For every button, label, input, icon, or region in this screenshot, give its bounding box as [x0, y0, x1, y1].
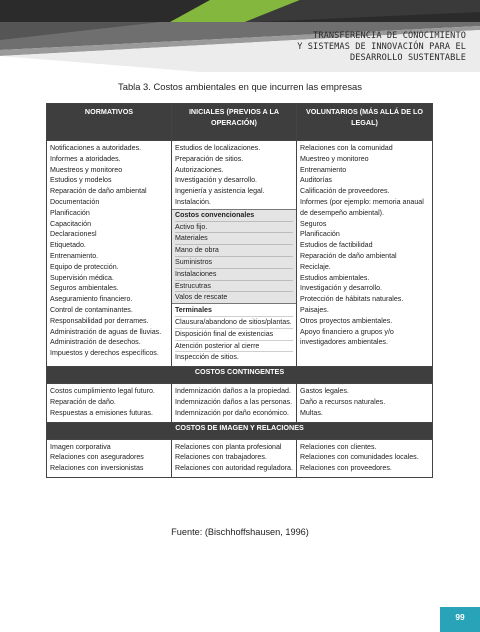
page-number: 99	[455, 612, 465, 622]
list-item: Capacitación	[50, 219, 92, 228]
list-item: Ingeniería y asistencia legal.	[175, 187, 265, 196]
header-normativos: NORMATIVOS	[47, 104, 172, 141]
list-item: Notificaciones a autoridades.	[50, 144, 142, 152]
list-item: Disposición final de existencias	[175, 329, 293, 341]
list-item: Reciclaje.	[300, 262, 331, 271]
list-item: Instalaciones	[175, 269, 293, 281]
list-item: Atención posterior al cierre	[175, 341, 293, 353]
list-item: Valos de rescate	[175, 293, 228, 302]
convencionales-title: Costos convencionales	[175, 210, 293, 222]
list-item: Estudios de localizaciones.	[175, 144, 261, 152]
list-item: Indemnización daños a las personas.	[175, 397, 293, 406]
list-item: Estudios ambientales.	[300, 273, 370, 282]
list-item: Paisajes.	[300, 305, 329, 314]
list-item: Daño a recursos naturales.	[300, 397, 386, 406]
list-item: Informes a atoridades.	[50, 154, 121, 163]
list-item: Instalación.	[175, 197, 211, 206]
list-item: Declaracionesl	[50, 230, 97, 239]
list-item: Otros proyectos ambientales.	[300, 316, 393, 325]
normativos-cell	[47, 141, 172, 367]
list-item: Relaciones con aseguradores	[50, 453, 144, 462]
list-item: Relaciones con planta profesional	[175, 442, 282, 451]
list-item: Materiales	[175, 233, 293, 245]
list-item: Entrenamiento	[300, 165, 347, 174]
header-line-1: TRANSFERENCIA DE CONOCIMIENTO	[313, 31, 466, 41]
list-item: Suministros	[175, 257, 293, 269]
list-item: Indemnización daños a la propiedad.	[175, 387, 291, 396]
header-line-2: Y SISTEMAS DE INNOVACIÓN PARA EL	[297, 41, 466, 52]
list-item: Documentación	[50, 197, 100, 206]
list-item: Estudios y modelos	[50, 176, 112, 185]
list-item: Responsabilidad por derrames.	[50, 316, 149, 325]
list-item: Administración de desechos.	[50, 338, 141, 347]
convencionales-list	[175, 222, 293, 304]
list-item: Relaciones con comunidades locales.	[300, 453, 419, 462]
list-item: Planificación	[50, 208, 90, 217]
list-item: Reparación de daño ambiental	[300, 251, 397, 260]
list-item: Autorizaciones.	[175, 165, 224, 174]
list-item: Multas.	[300, 408, 323, 417]
header-title	[297, 31, 466, 63]
environmental-costs-table	[46, 103, 433, 478]
list-item: Costos cumplimiento legal futuro.	[50, 387, 155, 396]
costos-convencionales-block	[172, 209, 296, 304]
imagen-col3	[297, 439, 433, 477]
list-item: Relaciones con clientes.	[300, 442, 377, 451]
list-item: Etiquetado.	[50, 241, 86, 250]
list-item: Gastos legales.	[300, 387, 349, 396]
header-banner	[0, 0, 480, 72]
list-item: Mano de obra	[175, 245, 293, 257]
table-row	[47, 439, 433, 477]
table-header-row	[47, 104, 433, 141]
list-item: Imagen corporativa	[50, 442, 111, 451]
list-item: Estudios de factibilidad	[300, 241, 373, 250]
header-iniciales: INICIALES (PREVIOS A LA OPERACIÓN)	[172, 104, 297, 141]
list-item: Activo fijo.	[175, 222, 293, 234]
list-item: Entrenamiento.	[50, 251, 99, 260]
list-item: Reparación de daño.	[50, 397, 116, 406]
list-item: Preparación de sitios.	[175, 154, 244, 163]
iniciales-list	[172, 143, 296, 208]
list-item: Administración de aguas de lluvias.	[50, 327, 162, 336]
list-item: Clausura/abandono de sitios/plantas.	[175, 317, 293, 329]
list-item: Investigación y desarrollo.	[175, 176, 258, 185]
imagen-col1	[47, 439, 172, 477]
list-item: Seguros ambientales.	[50, 284, 119, 293]
list-item: Apoyo financiero a grupos y/o investigadores ambientales.	[300, 327, 394, 347]
list-item: Impuestos y derechos específicos.	[50, 349, 159, 358]
header-voluntarios: VOLUNTARIOS (MÁS ALLÁ DE LO LEGAL)	[297, 104, 433, 141]
list-item: Relaciones con trabajadores.	[175, 453, 267, 462]
list-item: Planificación	[300, 230, 340, 239]
list-item: Equipo de protección.	[50, 262, 119, 271]
list-item: Aseguramiento financiero.	[50, 295, 133, 304]
table-row	[47, 384, 433, 422]
list-item: Calificación de proveedores.	[300, 187, 390, 196]
list-item: Investigación y desarrollo.	[300, 284, 383, 293]
list-item: Inspección de sitios.	[175, 353, 239, 362]
header-line-3: DESARROLLO SUSTENTABLE	[349, 52, 466, 63]
imagen-title: COSTOS DE IMAGEN Y RELACIONES	[47, 422, 433, 439]
list-item: Relaciones con autoridad reguladora.	[175, 464, 293, 473]
contingentes-col3	[297, 384, 433, 422]
terminales-block	[172, 305, 296, 363]
table-row	[47, 141, 433, 367]
list-item: Respuestas a emisiones futuras.	[50, 408, 153, 417]
list-item: Muestreos y monitoreo	[50, 165, 123, 174]
list-item: Relaciones con inversionistas	[50, 464, 144, 473]
iniciales-cell	[172, 141, 297, 367]
list-item: Relaciones con la comunidad	[300, 144, 393, 152]
contingentes-title: COSTOS CONTINGENTES	[47, 367, 433, 384]
list-item: Relaciones con proveedores.	[300, 464, 392, 473]
list-item: Reparación de daño ambiental	[50, 187, 147, 196]
contingentes-col1	[47, 384, 172, 422]
table-caption: Tabla 3. Costos ambientales en que incurren las empresas	[118, 81, 362, 92]
list-item: Auditorías	[300, 176, 332, 185]
imagen-col2	[172, 439, 297, 477]
table-source: Fuente: (Bischhoffshausen, 1996)	[171, 527, 309, 537]
list-item: Muestreo y monitoreo	[300, 154, 369, 163]
list-item: Seguros	[300, 219, 327, 228]
terminales-title: Terminales	[175, 305, 293, 317]
contingentes-col2	[172, 384, 297, 422]
section-imagen	[47, 422, 433, 439]
list-item: Control de contaminantes.	[50, 305, 133, 314]
list-item: Supervisión médica.	[50, 273, 114, 282]
section-contingentes	[47, 367, 433, 384]
list-item: Protección de hábitats naturales.	[300, 295, 404, 304]
terminales-list	[175, 317, 293, 363]
voluntarios-cell	[297, 141, 433, 367]
list-item: Informes (por ejemplo: memoria anaual de desempeño ambiental).	[300, 197, 424, 217]
list-item: Estrucutras	[175, 281, 293, 293]
list-item: Indemnización por daño económico.	[175, 408, 289, 417]
